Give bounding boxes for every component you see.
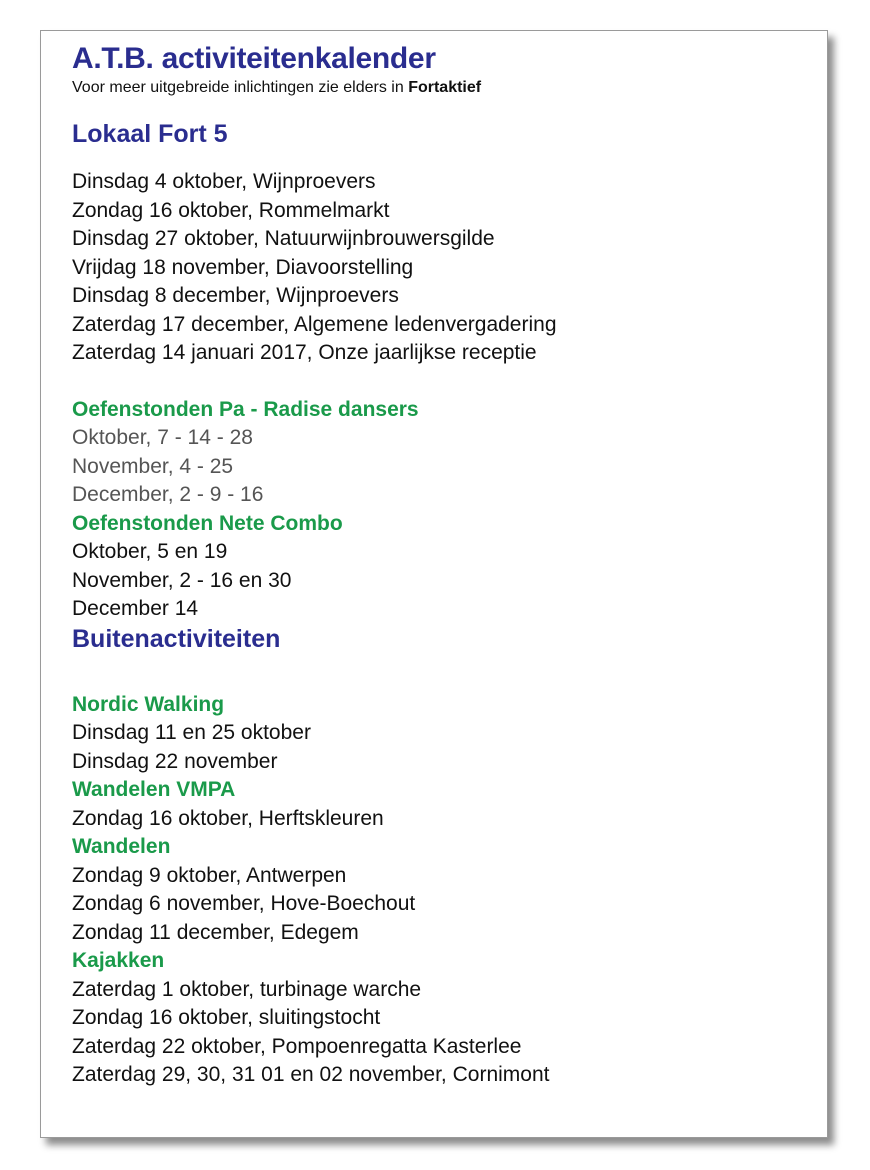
list-item: Zaterdag 14 januari 2017, Onze jaarlijkse receptie bbox=[72, 341, 537, 364]
list-item: Zondag 6 november, Hove-Boechout bbox=[72, 892, 416, 915]
list-item: Dinsdag 22 november bbox=[72, 749, 278, 773]
list-item: Zaterdag 22 oktober, Pompoenregatta Kasterlee bbox=[72, 1034, 522, 1058]
list-item: Oktober, 7 - 14 - 28 bbox=[72, 426, 253, 449]
list-item: Zaterdag 1 oktober, turbinage warche bbox=[72, 977, 422, 1001]
list-item: Zondag 9 oktober, Antwerpen bbox=[72, 863, 347, 887]
subheading-kajakken: Kajakken bbox=[72, 949, 165, 972]
list-item: Zondag 16 oktober, Rommelmarkt bbox=[72, 198, 390, 222]
list-item: Zondag 16 oktober, Herftskleuren bbox=[72, 806, 384, 830]
list-item: November, 2 - 16 en 30 bbox=[72, 568, 292, 592]
subheading-wandelen: Wandelen bbox=[72, 835, 171, 858]
list-item: Zondag 11 december, Edegem bbox=[72, 920, 359, 944]
list-item: Dinsdag 8 december, Wijnproevers bbox=[72, 284, 399, 307]
page-title: A.T.B. activiteitenkalender bbox=[72, 42, 436, 75]
list-item: November, 4 - 25 bbox=[72, 454, 234, 478]
list-item: Oktober, 5 en 19 bbox=[72, 540, 228, 563]
subtitle-bold: Fortaktief bbox=[408, 79, 482, 96]
list-item: Dinsdag 11 en 25 oktober bbox=[72, 721, 311, 744]
list-item: Zondag 16 oktober, sluitingstocht bbox=[72, 1006, 381, 1029]
section-heading-buiten: Buitenactiviteiten bbox=[72, 624, 281, 653]
list-item: Dinsdag 27 oktober, Natuurwijnbrouwersgilde bbox=[72, 227, 495, 250]
subheading-vmpa: Wandelen VMPA bbox=[72, 778, 236, 801]
list-item: Zaterdag 29, 30, 31 01 en 02 november, Cornimont bbox=[72, 1063, 550, 1086]
page-subtitle bbox=[72, 77, 807, 99]
list-item: Vrijdag 18 november, Diavoorstelling bbox=[72, 255, 414, 279]
calendar-page bbox=[40, 30, 828, 1138]
subheading-nordic: Nordic Walking bbox=[72, 692, 225, 716]
subheading-radise: Oefenstonden Pa - Radise dansers bbox=[72, 397, 419, 421]
list-item: Dinsdag 4 oktober, Wijnproevers bbox=[72, 170, 376, 193]
lokaal-list bbox=[72, 168, 807, 368]
calendar-content bbox=[72, 41, 807, 1090]
subheading-combo: Oefenstonden Nete Combo bbox=[72, 511, 343, 535]
subtitle-text: Voor meer uitgebreide inlichtingen zie elders in bbox=[72, 79, 409, 96]
section-heading-lokaal: Lokaal Fort 5 bbox=[72, 120, 228, 148]
list-item: December, 2 - 9 - 16 bbox=[72, 483, 264, 506]
list-item: December 14 bbox=[72, 597, 199, 620]
list-item: Zaterdag 17 december, Algemene ledenvergadering bbox=[72, 312, 557, 336]
